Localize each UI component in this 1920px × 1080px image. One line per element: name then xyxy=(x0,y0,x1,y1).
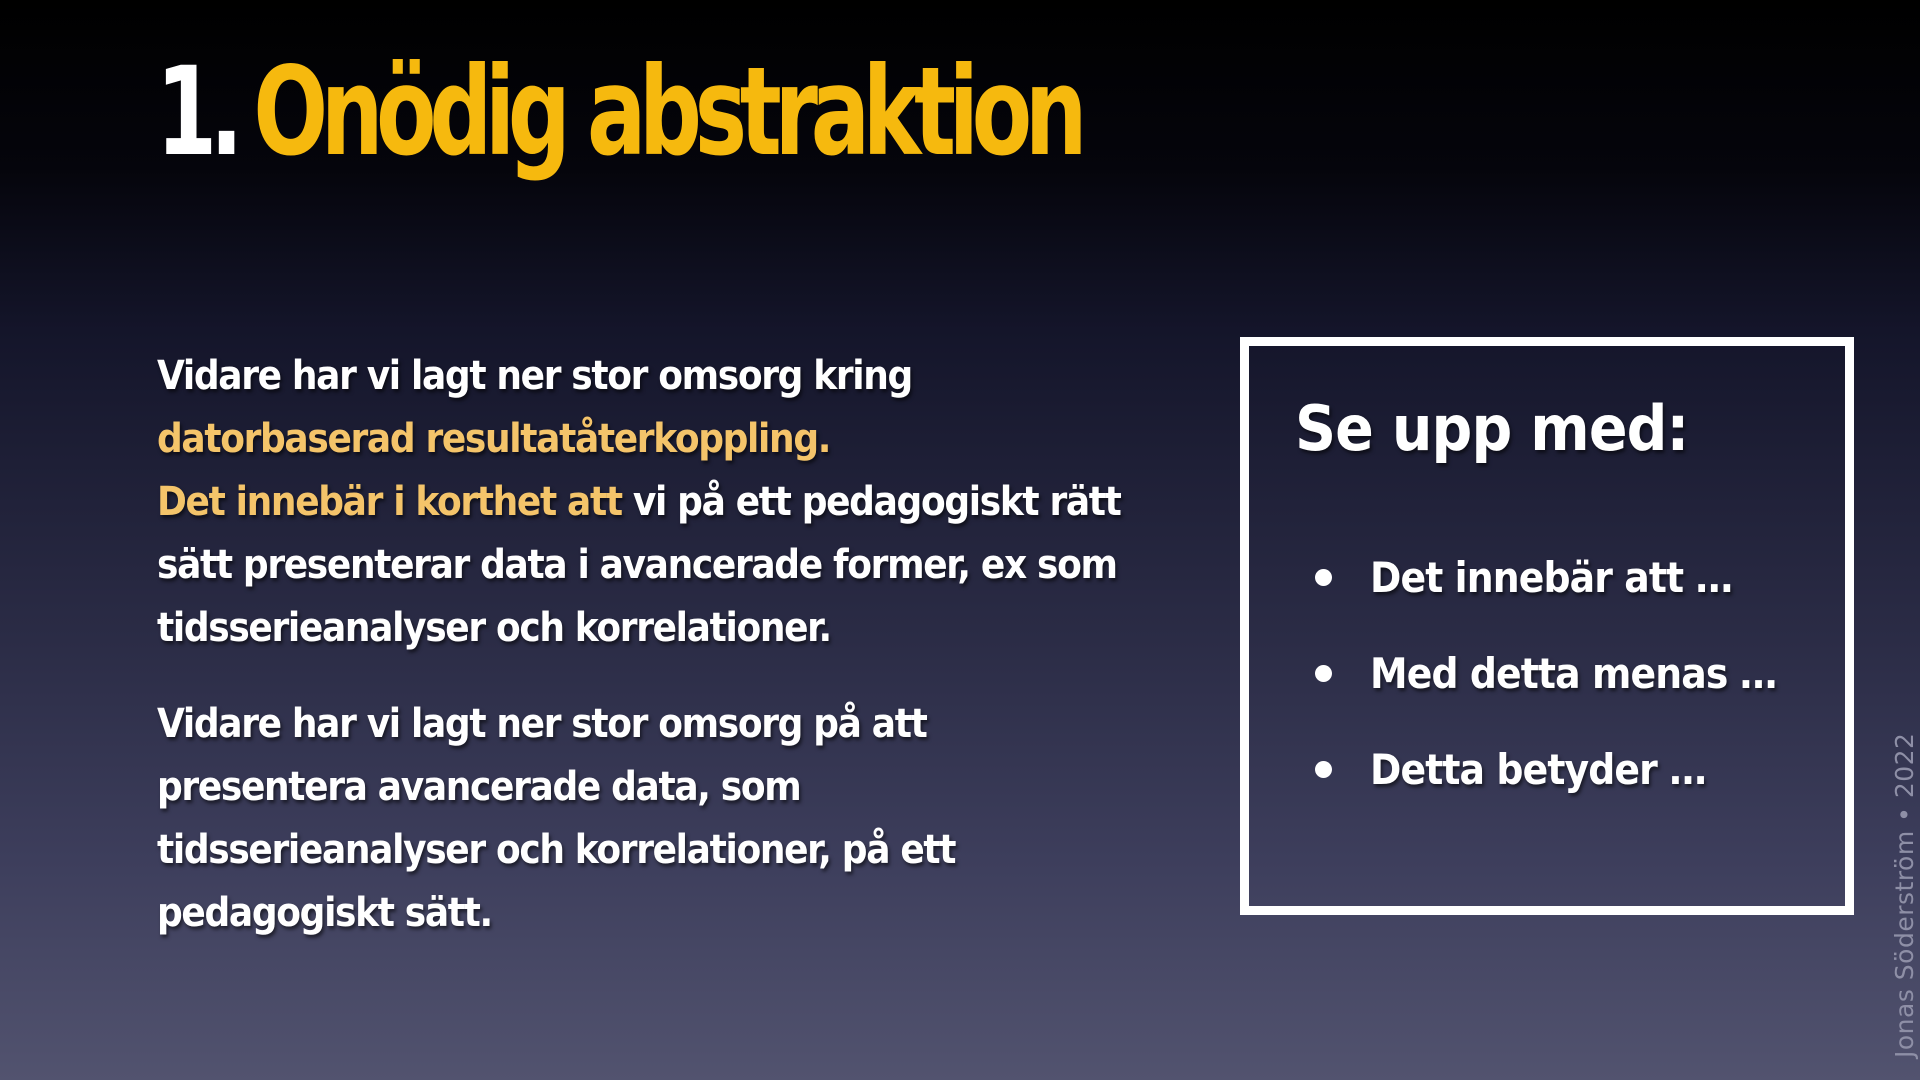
warning-list xyxy=(1315,529,1822,817)
list-item xyxy=(1315,721,1822,817)
paragraph-1 xyxy=(157,345,1129,660)
warning-box-title: Se upp med: xyxy=(1295,392,1689,465)
paragraph-2: Vidare har vi lagt ner stor omsorg på att presentera avancerade data, som tidsserieanalyser och korrelationer, på ett pedagogiskt sätt. xyxy=(157,701,956,936)
bullet-icon xyxy=(1315,569,1332,586)
paragraph-1-highlight-1: datorbaserad resultatåterkoppling. xyxy=(157,416,831,462)
warning-box xyxy=(1240,337,1854,915)
list-item xyxy=(1315,625,1822,721)
list-item-text: Med detta menas … xyxy=(1370,648,1777,698)
author-credit: Jonas Söderström • 2022 xyxy=(1890,732,1919,1058)
list-item-text: Detta betyder … xyxy=(1370,744,1707,794)
slide-title-text: Onödig abstraktion xyxy=(253,41,1081,183)
list-item xyxy=(1315,529,1822,625)
paragraph-1-highlight-2: Det innebär i korthet att xyxy=(157,479,622,525)
bullet-icon xyxy=(1315,665,1332,682)
paragraph-1-line-1: Vidare har vi lagt ner stor omsorg kring xyxy=(157,353,912,399)
bullet-icon xyxy=(1315,761,1332,778)
paragraph-1-rest: vi på ett pedagogiskt rätt sätt presenterar data i avancerade former, ex som tidsserieanalyser och korrelationer. xyxy=(157,479,1121,651)
slide-title-number: 1. xyxy=(156,41,237,183)
slide-title xyxy=(156,42,1080,182)
list-item-text: Det innebär att … xyxy=(1370,552,1733,602)
